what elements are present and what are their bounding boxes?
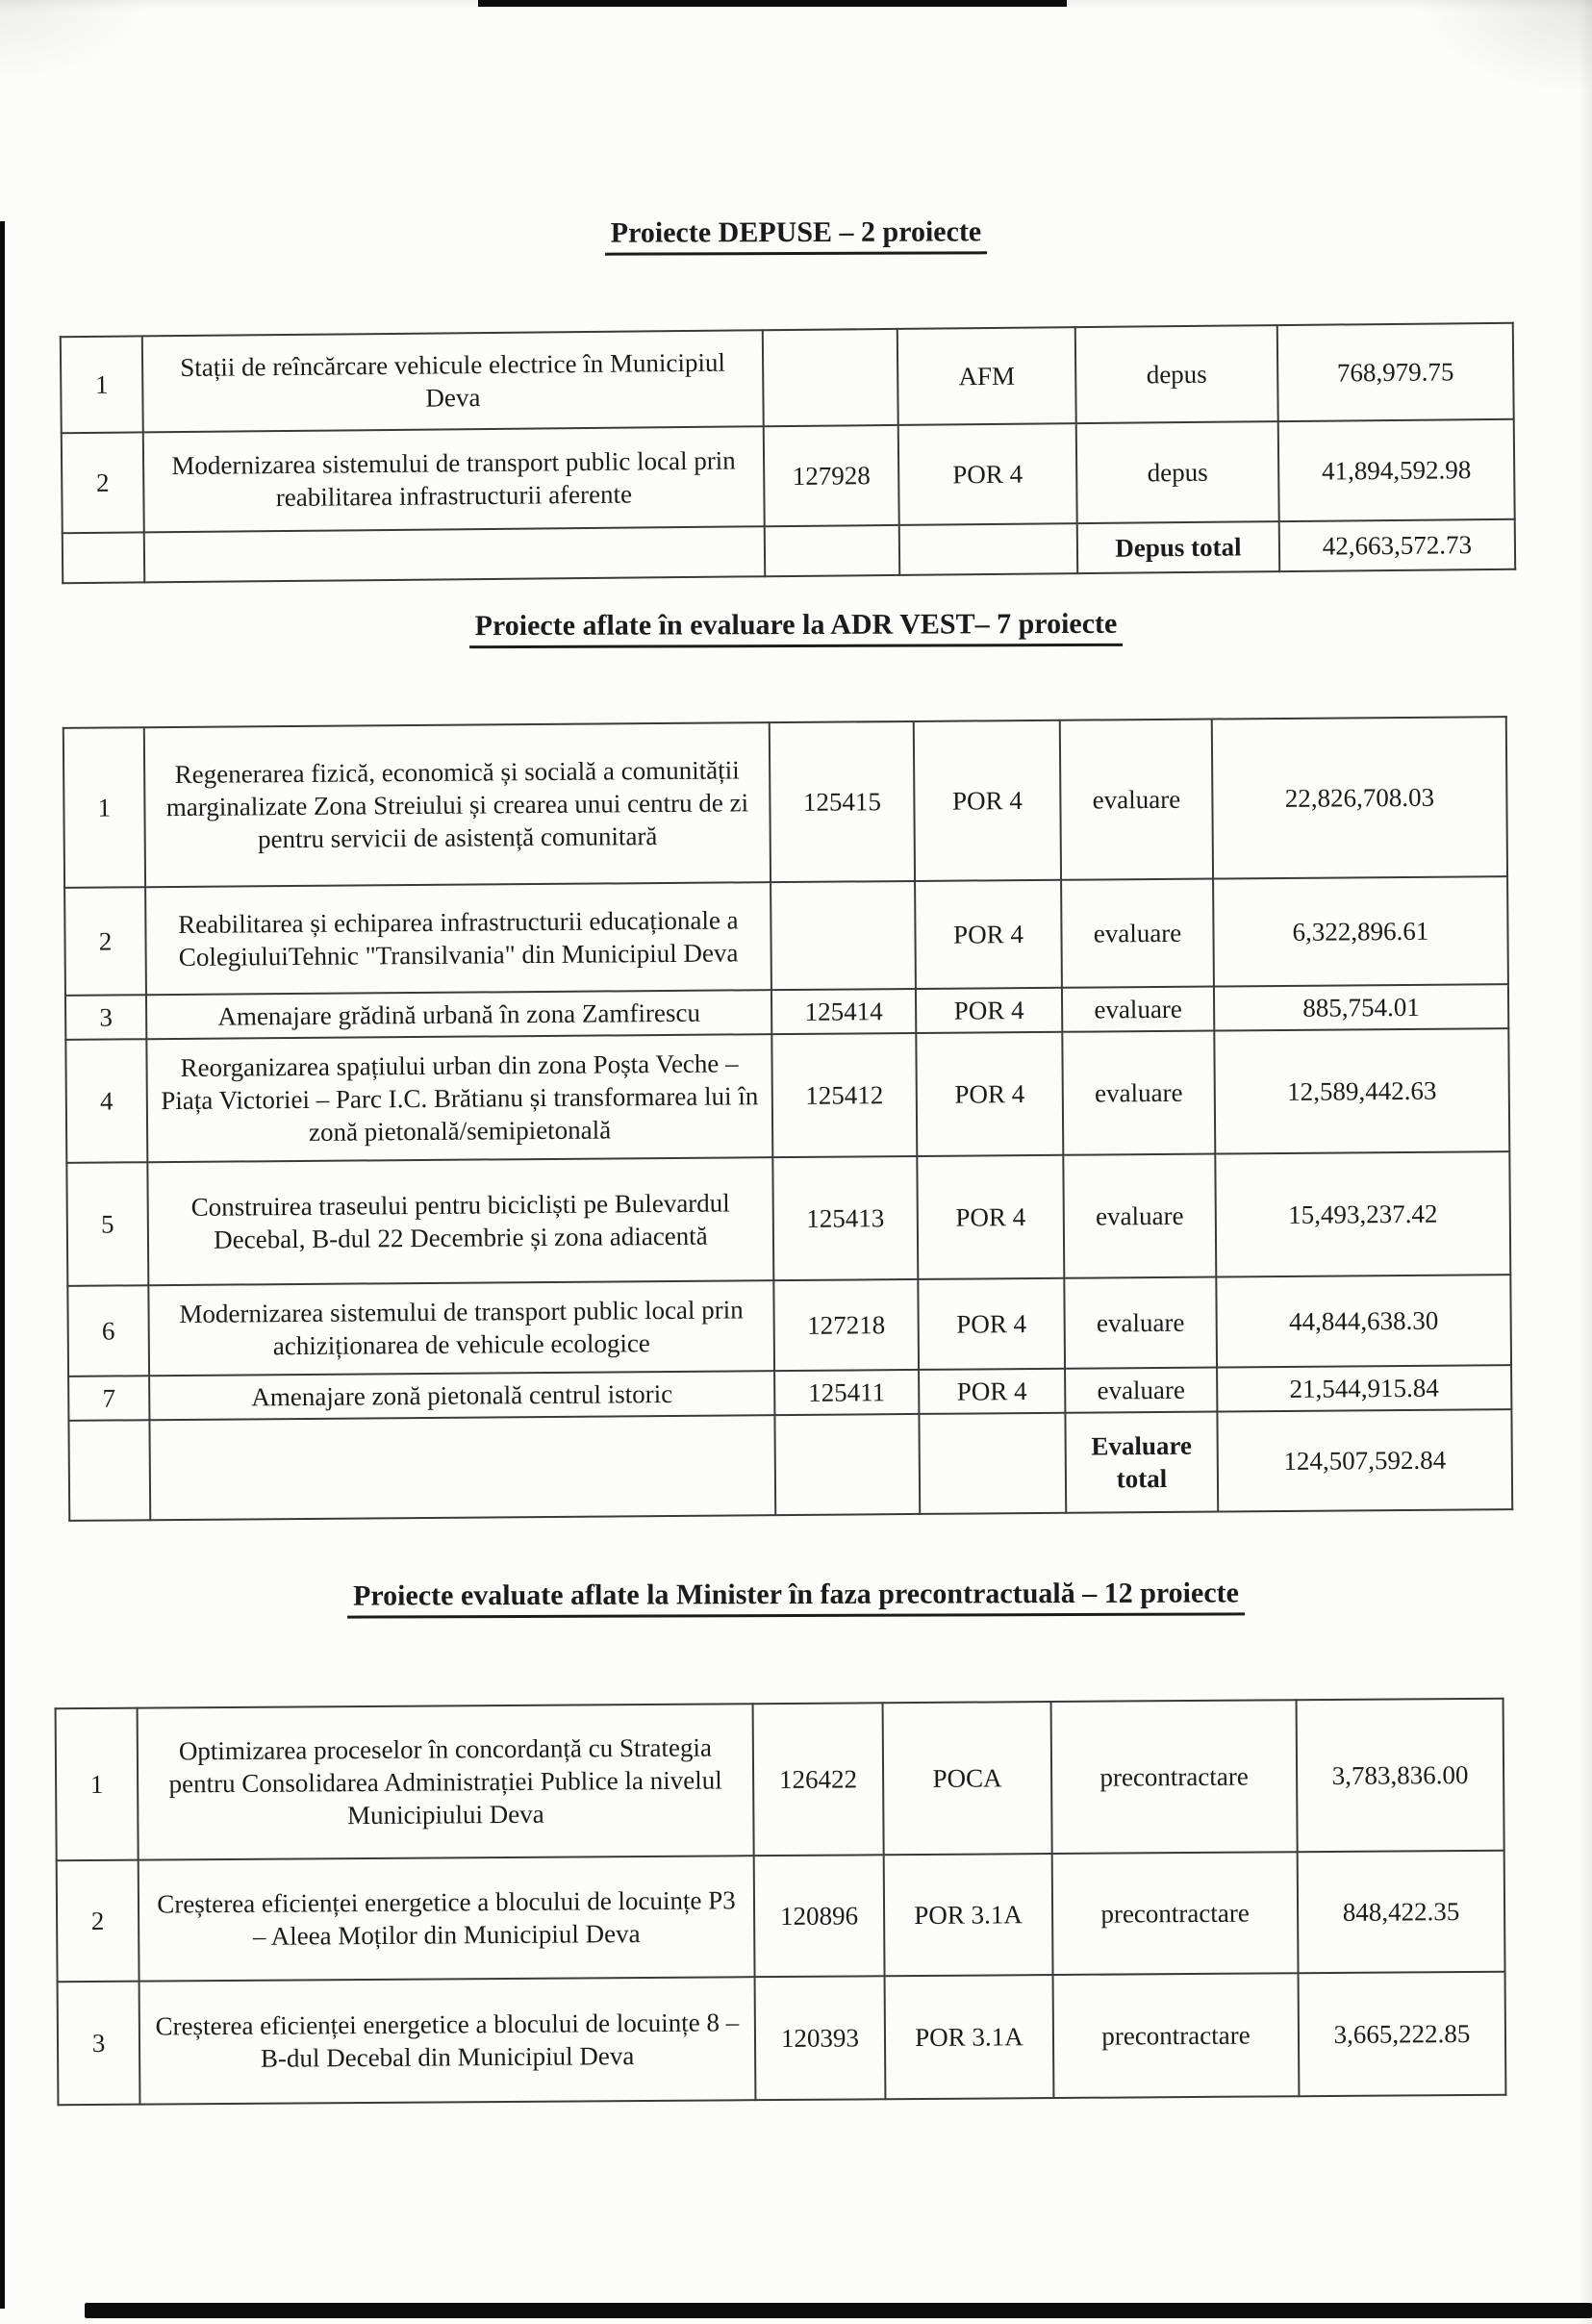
cell-project-name: Creșterea eficienței energetice a blocului de locuințe 8 – B-dul Decebal din Municipiul Deva bbox=[139, 1977, 756, 2104]
cell-project-code: 125413 bbox=[772, 1156, 918, 1280]
cell-status: depus bbox=[1075, 325, 1278, 423]
table-row bbox=[57, 1851, 1505, 1983]
cell-amount: 21,544,915.84 bbox=[1217, 1365, 1511, 1411]
cell-program: POR 4 bbox=[914, 720, 1061, 881]
cell-program: POR 3.1A bbox=[884, 1854, 1053, 1976]
cell-empty bbox=[919, 1413, 1066, 1514]
cell-status: evaluare bbox=[1064, 1277, 1217, 1369]
section-title-precontract bbox=[0, 1576, 1592, 1620]
cell-empty bbox=[774, 1414, 920, 1515]
table-row bbox=[56, 1699, 1504, 1861]
cell-row-number: 6 bbox=[67, 1285, 149, 1377]
cell-amount: 6,322,896.61 bbox=[1213, 876, 1508, 986]
cell-row-number: 2 bbox=[64, 887, 146, 996]
cell-empty bbox=[149, 1415, 775, 1520]
cell-row-number: 3 bbox=[58, 1982, 140, 2106]
cell-project-code: 125414 bbox=[771, 989, 916, 1034]
section-title-evaluare bbox=[0, 606, 1592, 650]
cell-program: AFM bbox=[897, 327, 1076, 425]
cell-project-name: Regenerarea fizică, economică și socială a comunității marginalizate Zona Streiului și crearea unui centru de zi pentru servicii de asistență comunitară bbox=[144, 722, 771, 887]
cell-project-code: 127218 bbox=[773, 1279, 919, 1371]
cell-project-code: 125411 bbox=[774, 1370, 919, 1415]
cell-project-name: Amenajare grădină urbană în zona Zamfirescu bbox=[146, 990, 771, 1039]
cell-project-name: Stații de reîncărcare vehicule electrice în Municipiul Deva bbox=[142, 330, 764, 432]
cell-project-name: Modernizarea sistemului de transport public local prin achiziționarea de vehicule ecologice bbox=[148, 1280, 774, 1376]
cell-program: POR 4 bbox=[917, 1155, 1064, 1279]
total-label-cell: Evaluare total bbox=[1065, 1412, 1218, 1513]
cell-project-name: Reorganizarea spațiului urban din zona Poșta Veche – Piața Victoriei – Parc I.C. Brătianu și transformarea lui în zonă pietonală/semipietonală bbox=[146, 1034, 772, 1162]
section-title-precontract-text: Proiecte evaluate aflate la Minister în faza precontractuală – 12 proiecte bbox=[347, 1577, 1245, 1618]
table-row bbox=[62, 419, 1515, 533]
cell-status: evaluare bbox=[1065, 1368, 1217, 1413]
total-row bbox=[68, 1409, 1512, 1521]
cell-project-code: 125412 bbox=[771, 1033, 917, 1157]
cell-amount: 3,783,836.00 bbox=[1297, 1699, 1504, 1852]
cell-amount: 12,589,442.63 bbox=[1214, 1028, 1509, 1153]
table-row bbox=[65, 1028, 1509, 1163]
cell-empty bbox=[68, 1420, 150, 1521]
cell-empty bbox=[765, 525, 899, 576]
cell-row-number: 2 bbox=[57, 1860, 139, 1983]
table-row bbox=[66, 1151, 1510, 1286]
cell-row-number: 3 bbox=[65, 995, 146, 1040]
cell-row-number: 1 bbox=[63, 727, 145, 888]
cell-row-number: 5 bbox=[66, 1162, 148, 1286]
cell-status: evaluare bbox=[1062, 987, 1214, 1032]
cell-amount: 44,844,638.30 bbox=[1216, 1275, 1511, 1367]
cell-amount: 885,754.01 bbox=[1214, 984, 1508, 1030]
cell-row-number: 1 bbox=[56, 1708, 139, 1861]
cell-program: POR 4 bbox=[916, 988, 1062, 1033]
cell-program: POR 4 bbox=[916, 1032, 1063, 1156]
cell-amount: 848,422.35 bbox=[1298, 1851, 1505, 1973]
cell-project-code: 127928 bbox=[764, 425, 899, 526]
cell-row-number: 7 bbox=[68, 1376, 149, 1421]
table-proiecte-evaluare bbox=[63, 716, 1513, 1522]
cell-status: precontractare bbox=[1052, 1852, 1299, 1975]
total-label-cell: Depus total bbox=[1077, 521, 1279, 573]
cell-empty bbox=[63, 532, 144, 583]
cell-program: POCA bbox=[883, 1702, 1052, 1855]
cell-row-number: 4 bbox=[65, 1039, 147, 1163]
cell-project-name: Amenajare zonă pietonală centrul istoric bbox=[149, 1371, 774, 1420]
cell-row-number: 2 bbox=[62, 432, 144, 533]
cell-program: POR 4 bbox=[918, 1278, 1065, 1370]
cell-status: precontractare bbox=[1053, 1973, 1300, 2098]
scan-artifact-top-bar bbox=[478, 0, 1067, 7]
cell-empty bbox=[899, 523, 1077, 575]
cell-project-name: Optimizarea proceselor în concordanță cu Strategia pentru Consolidarea Administrației Publice la nivelul Municipiului Deva bbox=[138, 1704, 754, 1859]
cell-project-code bbox=[763, 329, 898, 426]
cell-program: POR 3.1A bbox=[885, 1975, 1054, 2099]
cell-status: evaluare bbox=[1061, 879, 1214, 988]
table-row bbox=[58, 1972, 1506, 2106]
cell-program: POR 4 bbox=[915, 880, 1062, 989]
total-value-cell: 124,507,592.84 bbox=[1217, 1409, 1512, 1511]
cell-project-code: 120896 bbox=[754, 1855, 885, 1977]
cell-project-code: 120393 bbox=[755, 1976, 886, 2100]
cell-program: POR 4 bbox=[898, 423, 1077, 525]
cell-project-code: 126422 bbox=[753, 1703, 884, 1856]
cell-project-name: Modernizarea sistemului de transport public local prin reabilitarea infrastructurii aferente bbox=[143, 426, 765, 532]
table-row bbox=[61, 323, 1514, 433]
cell-project-code bbox=[771, 881, 916, 990]
cell-project-code: 125415 bbox=[770, 721, 915, 882]
cell-project-name: Reabilitarea și echiparea infrastructurii educaționale a ColegiuluiTehnic "Transilvania" din Municipiul Deva bbox=[145, 882, 771, 995]
total-value-cell: 42,663,572.73 bbox=[1279, 519, 1515, 571]
table-row bbox=[67, 1275, 1511, 1377]
scan-artifact-bottom-bar bbox=[85, 2303, 1592, 2318]
cell-amount: 3,665,222.85 bbox=[1299, 1972, 1506, 2096]
cell-status: evaluare bbox=[1063, 1154, 1216, 1278]
table-row bbox=[64, 876, 1508, 996]
cell-status: depus bbox=[1076, 421, 1279, 523]
cell-amount: 41,894,592.98 bbox=[1278, 419, 1515, 521]
cell-amount: 22,826,708.03 bbox=[1212, 717, 1507, 878]
cell-status: evaluare bbox=[1062, 1031, 1215, 1155]
cell-row-number: 1 bbox=[61, 336, 143, 433]
section-title-depuse bbox=[0, 214, 1592, 258]
section-title-depuse-text: Proiecte DEPUSE – 2 proiecte bbox=[605, 215, 988, 255]
cell-project-name: Creșterea eficienței energetice a blocului de locuințe P3 – Aleea Moților din Municipiul Deva bbox=[139, 1856, 755, 1981]
section-title-evaluare-text: Proiecte aflate în evaluare la ADR VEST– 7 proiecte bbox=[469, 608, 1124, 648]
cell-project-name: Construirea traseului pentru bicicliști pe Bulevardul Decebal, B-dul 22 Decembrie și zona adiacentă bbox=[147, 1157, 773, 1285]
cell-program: POR 4 bbox=[919, 1369, 1065, 1414]
scan-artifact-left-edge-line bbox=[0, 221, 5, 2309]
cell-amount: 15,493,237.42 bbox=[1215, 1151, 1510, 1276]
cell-status: precontractare bbox=[1051, 1700, 1298, 1854]
table-proiecte-depuse bbox=[60, 322, 1516, 585]
cell-status: evaluare bbox=[1060, 720, 1213, 880]
cell-amount: 768,979.75 bbox=[1277, 323, 1514, 421]
cell-empty bbox=[144, 526, 765, 582]
table-proiecte-precontractare bbox=[55, 1698, 1507, 2107]
table-row bbox=[63, 717, 1507, 888]
